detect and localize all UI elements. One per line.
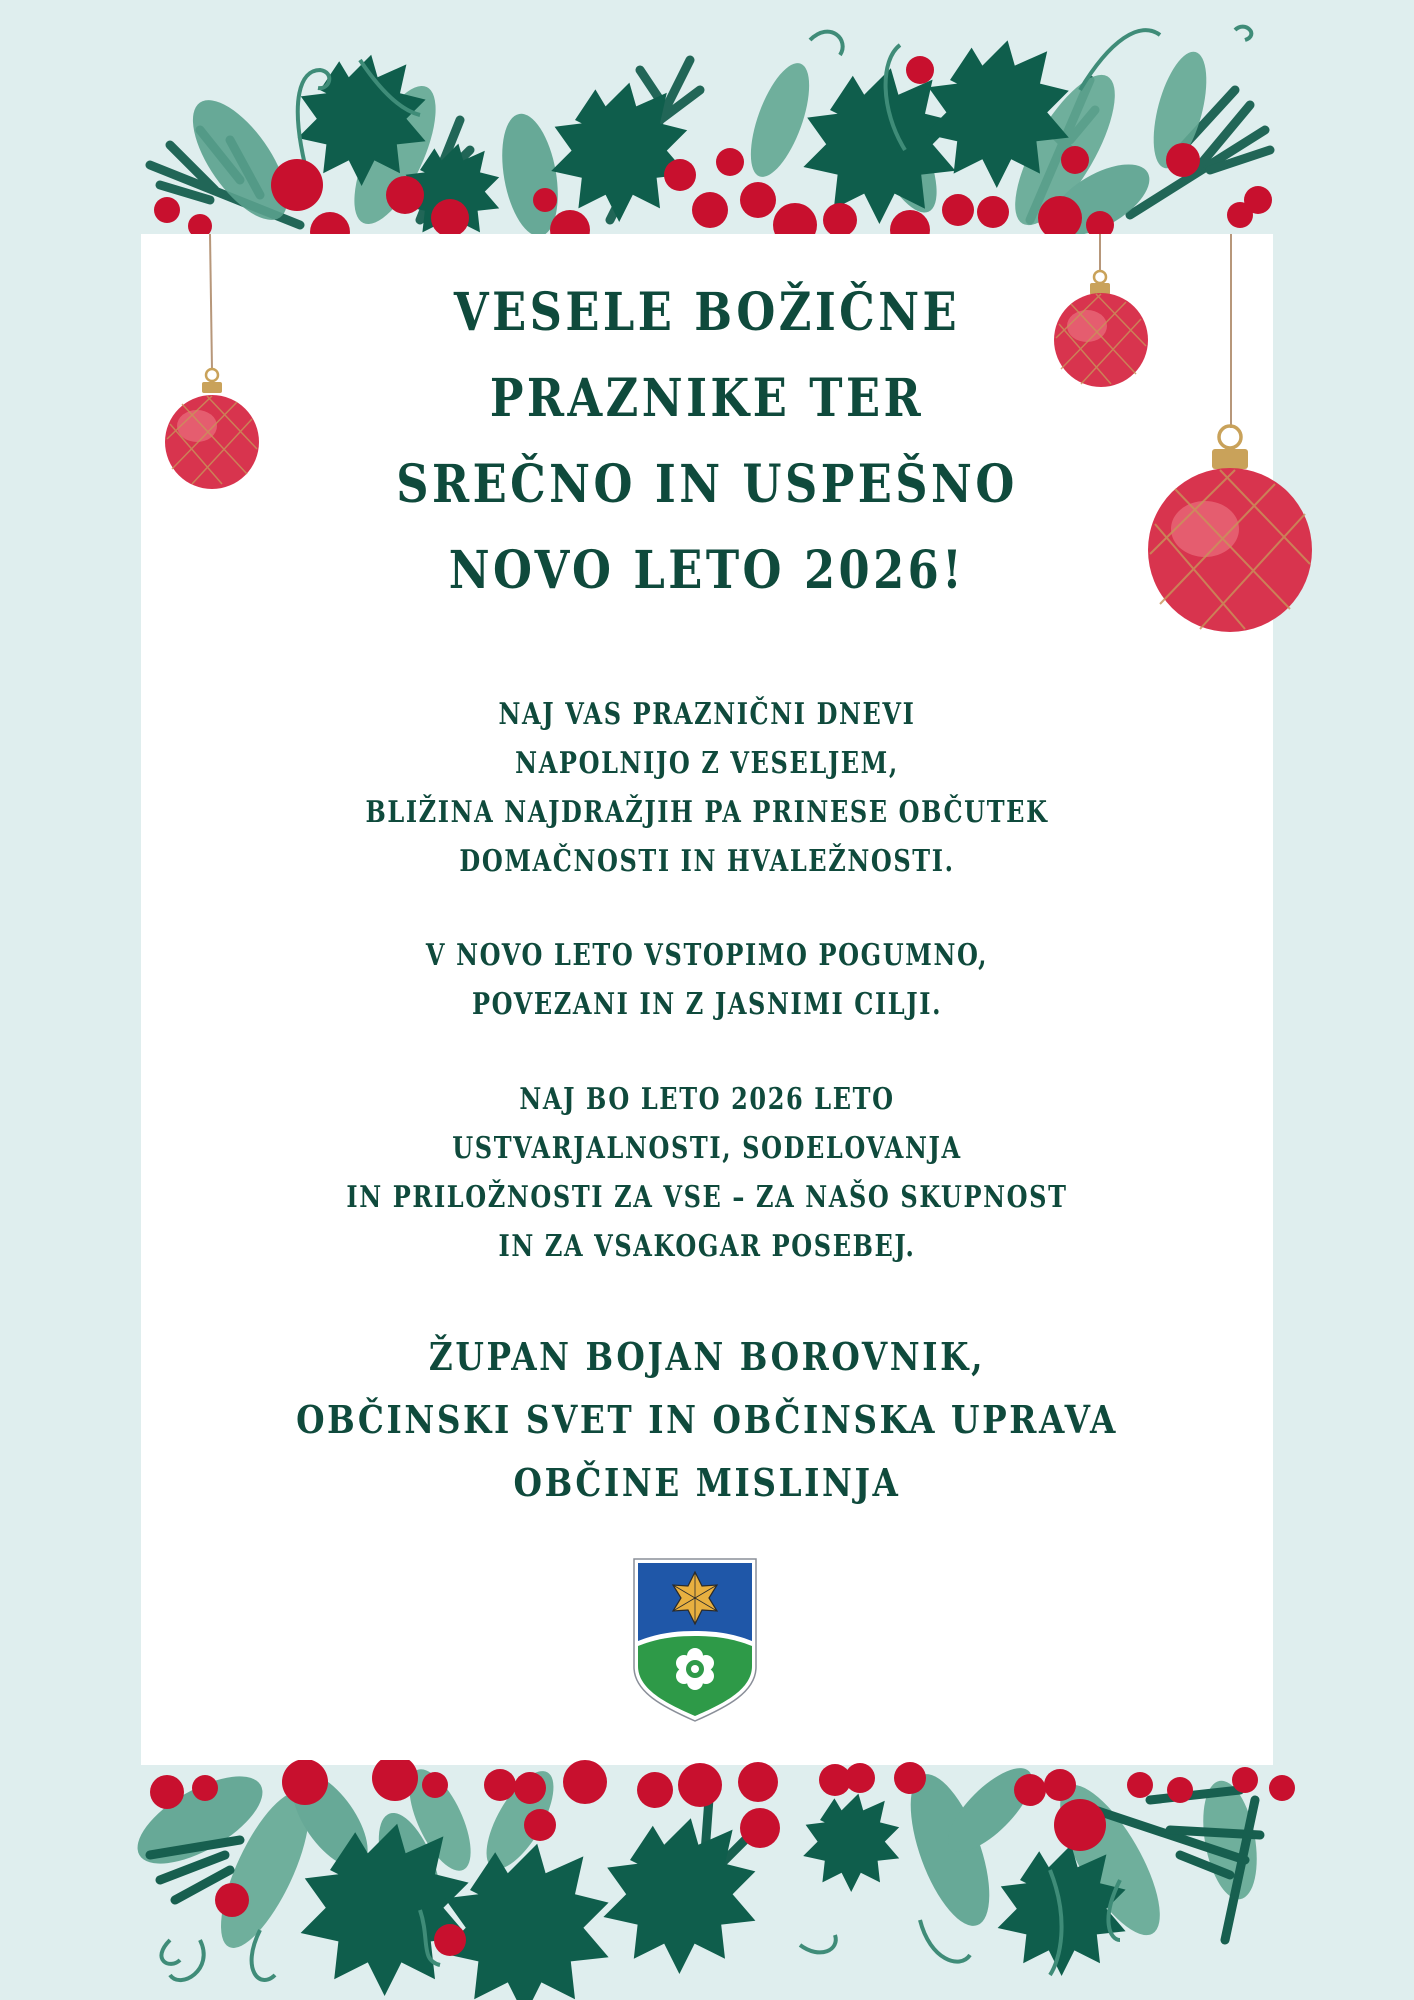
message-line: IN ZA VSAKOGAR POSEBEJ.	[498, 1229, 916, 1264]
message-paragraph-1	[141, 690, 1273, 886]
signature-line: ŽUPAN BOJAN BOROVNIK,	[428, 1334, 986, 1379]
message-line: V NOVO LETO VSTOPIMO POGUMNO,	[425, 938, 989, 973]
message-line: BLIŽINA NAJDRAŽJIH PA PRINESE OBČUTEK	[365, 795, 1049, 830]
holly-garland-bottom	[0, 1760, 1414, 2000]
signature-line: OBČINE MISLINJA	[513, 1460, 901, 1505]
coat-of-arms-icon	[632, 1557, 758, 1723]
message-line: USTVARJALNOSTI, SODELOVANJA	[452, 1131, 962, 1166]
holly-garland-top	[0, 0, 1414, 240]
message-line: NAPOLNIJO Z VESELJEM,	[515, 746, 899, 781]
greeting-title	[141, 270, 1273, 614]
message-paragraph-2	[141, 931, 1273, 1029]
signature	[141, 1325, 1273, 1514]
message-line: POVEZANI IN Z JASNIMI CILJI.	[471, 987, 943, 1022]
title-line: SREČNO IN USPEŠNO	[396, 454, 1018, 515]
message-paragraph-3	[141, 1075, 1273, 1271]
message-line: IN PRILOŽNOSTI ZA VSE – ZA NAŠO SKUPNOST	[346, 1180, 1068, 1215]
message-line: DOMAČNOSTI IN HVALEŽNOSTI.	[459, 844, 955, 879]
title-line: PRAZNIKE TER	[489, 368, 925, 429]
message-line: NAJ VAS PRAZNIČNI DNEVI	[498, 697, 916, 732]
title-line: VESELE BOŽIČNE	[453, 282, 961, 343]
title-line: NOVO LETO 2026!	[448, 540, 966, 601]
message-line: NAJ BO LETO 2026 LETO	[519, 1082, 895, 1117]
signature-line: OBČINSKI SVET IN OBČINSKA UPRAVA	[296, 1397, 1118, 1442]
